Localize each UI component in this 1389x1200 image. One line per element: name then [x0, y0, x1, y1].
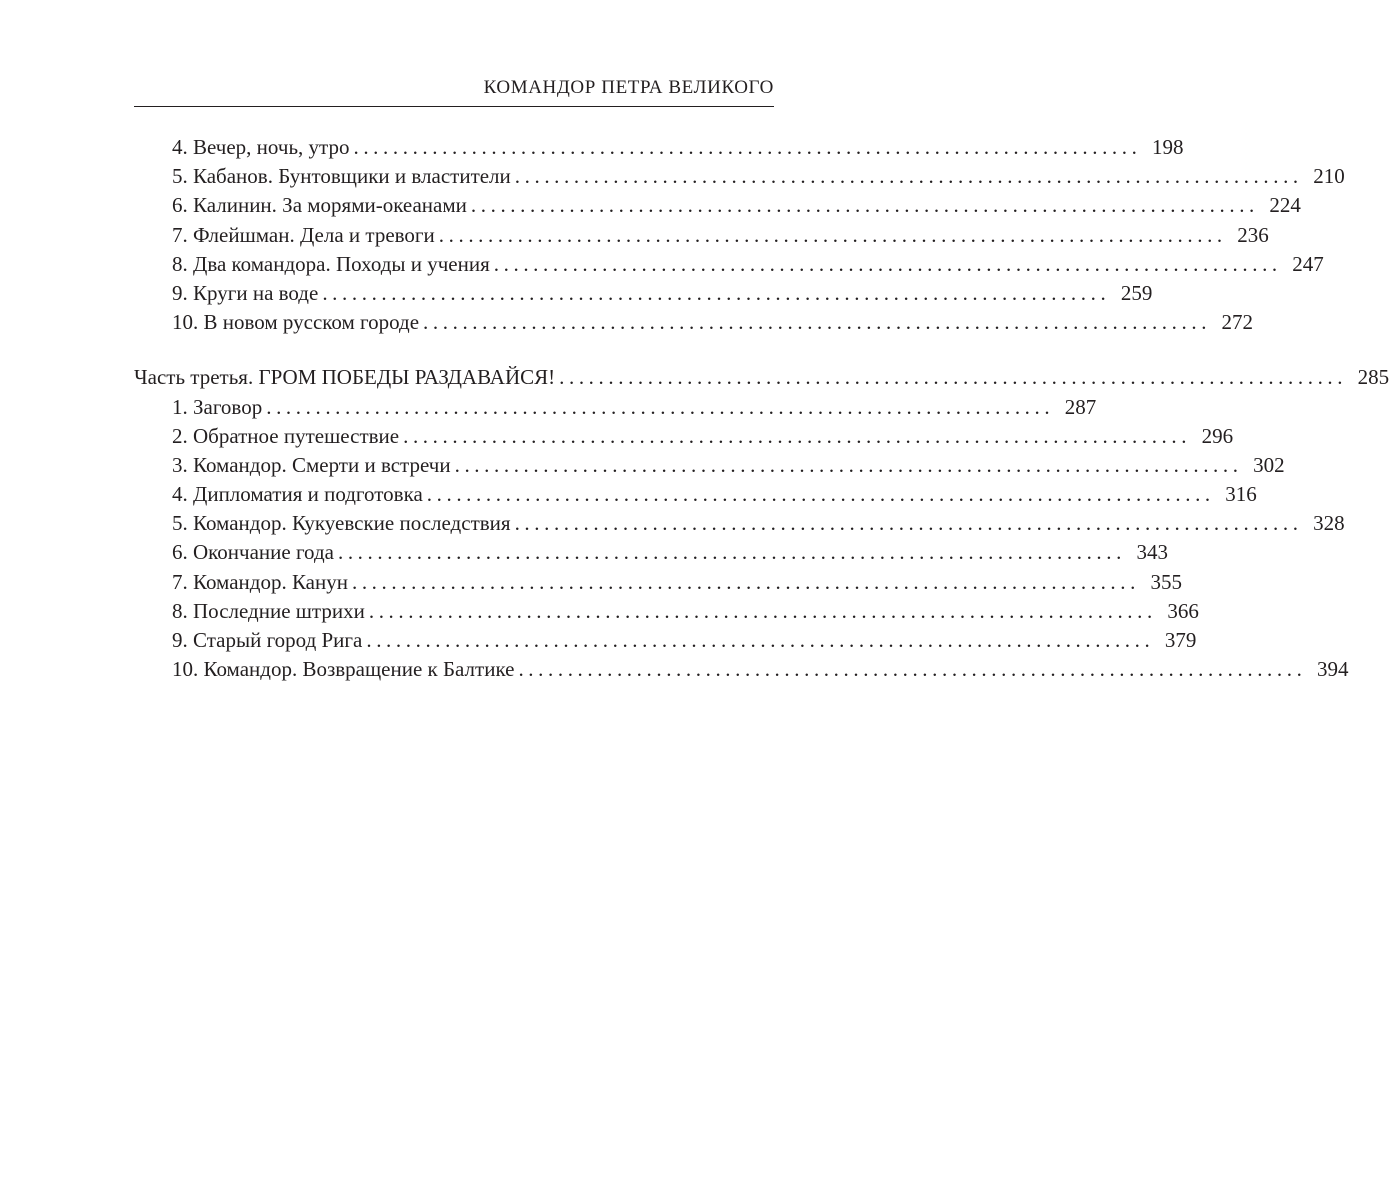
toc-entry: [134, 279, 1153, 308]
toc-entry-title: 9. Круги на воде: [172, 280, 319, 305]
toc-leader-dots: ................................................................................: [423, 310, 1212, 335]
toc-leader-dots: ................................................................................: [514, 164, 1303, 189]
toc-entry-page: 355: [1150, 569, 1182, 594]
toc-leader-dots: ................................................................................: [353, 135, 1142, 159]
toc-entry-page: 247: [1292, 251, 1324, 276]
toc-entry: [134, 393, 1097, 422]
toc-entry-title: 6. Окончание года: [172, 540, 334, 565]
toc-leader-dots: ................................................................................: [454, 452, 1243, 477]
toc-entry-page: 224: [1269, 193, 1301, 218]
toc-entry: [134, 626, 1197, 655]
toc-entry: [134, 451, 1285, 480]
toc-entry-title: 6. Калинин. За морями-океанами: [172, 193, 467, 218]
toc-entry-page: 287: [1064, 394, 1097, 419]
toc-entry-title: 7. Флейшман. Дела и тревоги: [172, 222, 435, 247]
toc-entry: [134, 250, 1324, 279]
toc-entry: [134, 221, 1269, 250]
toc-leader-dots: ................................................................................: [559, 365, 1348, 390]
header-rule: [134, 106, 774, 107]
toc-part-title: Часть третья. ГРОМ ПОБЕДЫ РАЗДАВАЙСЯ!: [134, 365, 556, 390]
toc-entry-page: 316: [1225, 482, 1257, 507]
toc-entry: [134, 597, 1199, 626]
toc-entry-title: 9. Старый город Рига: [172, 628, 363, 652]
toc-entry-page: 366: [1167, 598, 1199, 623]
toc-entry-page: 379: [1164, 628, 1197, 652]
toc-entry: [134, 538, 1168, 567]
toc-leader-dots: ................................................................................: [266, 394, 1055, 419]
toc-leader-dots: ................................................................................: [470, 193, 1259, 218]
toc-leader-dots: ................................................................................: [426, 482, 1215, 507]
toc-entry-title: 7. Командор. Канун: [172, 569, 348, 594]
toc-entry: [134, 191, 1301, 220]
toc-entry-title: 4. Вечер, ночь, утро: [172, 135, 350, 159]
toc-entry-title: 8. Последние штрихи: [172, 598, 365, 623]
toc-entry-page: 394: [1316, 657, 1349, 682]
toc-entry-title: 5. Командор. Кукуевские последствия: [172, 511, 511, 536]
toc-entry: [134, 133, 1184, 162]
toc-entry-title: 3. Командор. Смерти и встречи: [172, 452, 451, 477]
toc-leader-dots: ................................................................................: [518, 657, 1307, 682]
toc-entry-title: 8. Два командора. Походы и учения: [172, 251, 490, 276]
toc-leader-dots: ................................................................................: [366, 628, 1155, 652]
toc-leader-dots: ................................................................................: [403, 423, 1192, 448]
table-of-contents: [134, 133, 1389, 684]
toc-leader-dots: ................................................................................: [322, 280, 1111, 305]
toc-entry-page: 296: [1201, 423, 1234, 448]
toc-leader-dots: ................................................................................: [337, 540, 1126, 565]
toc-entry-page: 198: [1151, 135, 1184, 159]
toc-entry-page: 259: [1120, 280, 1153, 305]
toc-entry-page: 272: [1221, 310, 1254, 335]
toc-leader-dots: ................................................................................: [514, 511, 1303, 536]
toc-leader-dots: ................................................................................: [493, 251, 1282, 276]
toc-entry-page: 210: [1313, 164, 1345, 189]
toc-part-heading: [134, 363, 1389, 392]
toc-entry-title: 10. Командор. Возвращение к Балтике: [172, 657, 515, 682]
toc-entry-page: 236: [1237, 222, 1269, 247]
toc-part-page: 285: [1357, 365, 1389, 390]
toc-entry: [134, 162, 1345, 191]
toc-entry-title: 2. Обратное путешествие: [172, 423, 400, 448]
toc-entry-title: 4. Дипломатия и подготовка: [172, 482, 423, 507]
toc-entry: [134, 308, 1254, 337]
toc-entry: [134, 422, 1234, 451]
toc-entry-title: 5. Кабанов. Бунтовщики и властители: [172, 164, 511, 189]
toc-entry: [134, 509, 1345, 538]
running-head-title: КОМАНДОР ПЕТРА ВЕЛИКОГО: [483, 77, 774, 98]
toc-entry-page: 328: [1313, 511, 1345, 536]
toc-entry: [134, 655, 1349, 684]
toc-entry-title: 10. В новом русском городе: [172, 310, 420, 335]
toc-entry: [134, 568, 1182, 597]
toc-entry-page: 302: [1253, 452, 1285, 477]
toc-leader-dots: ................................................................................: [351, 569, 1140, 594]
toc-entry-title: 1. Заговор: [172, 394, 263, 419]
toc-leader-dots: ................................................................................: [438, 222, 1227, 247]
toc-entry-page: 343: [1136, 540, 1168, 565]
toc-entry: [134, 480, 1257, 509]
toc-leader-dots: ................................................................................: [368, 598, 1157, 623]
